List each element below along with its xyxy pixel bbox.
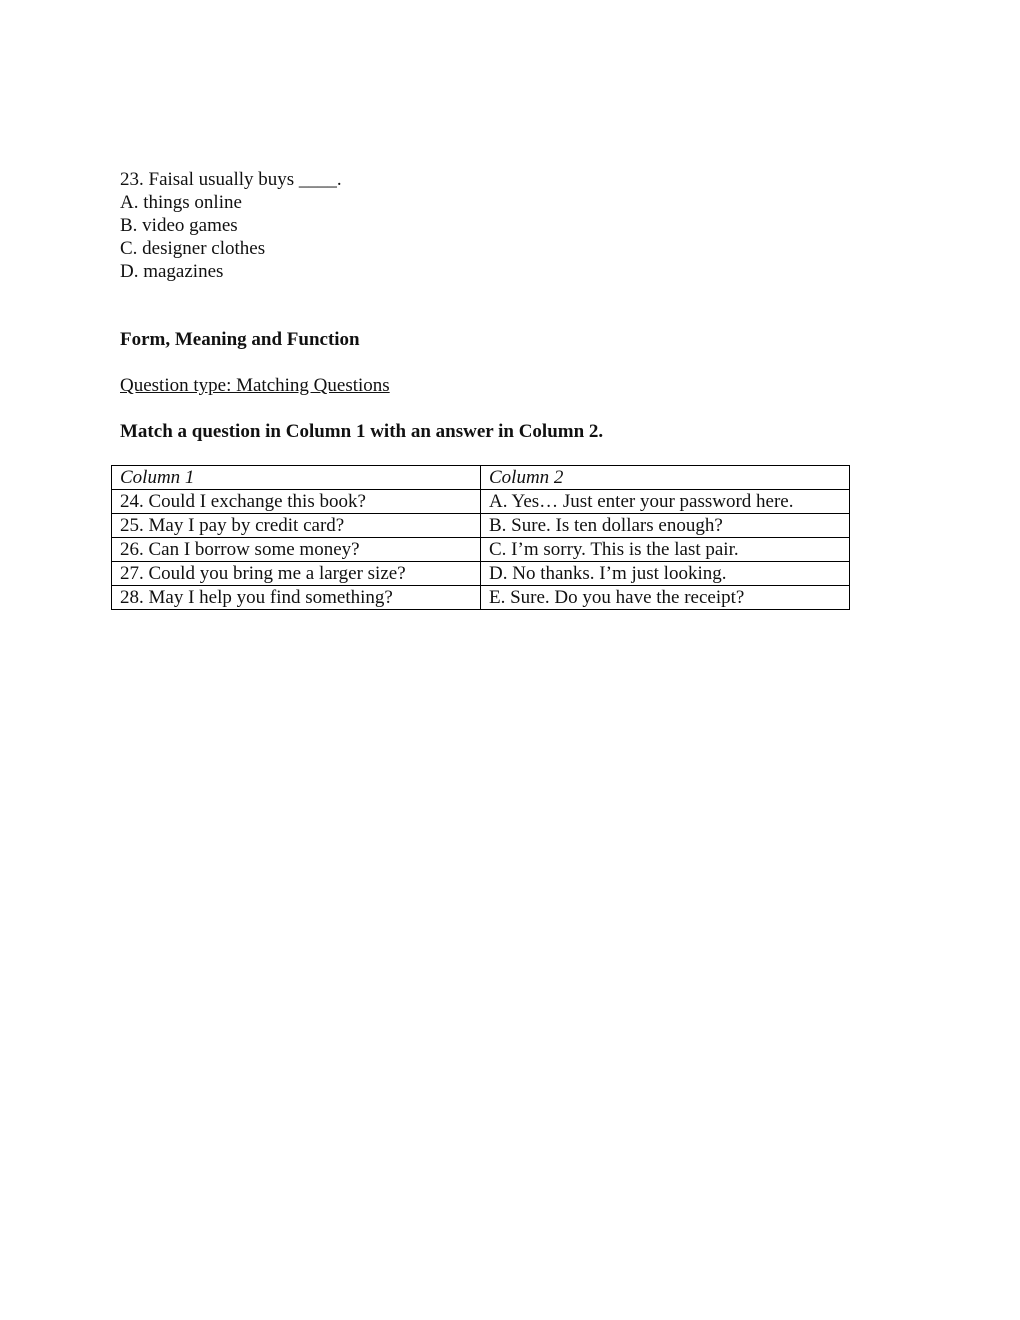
question-23 — [120, 168, 342, 283]
question-cell: 28. May I help you find something? — [112, 586, 481, 610]
table-header-row — [112, 466, 850, 490]
table-row — [112, 514, 850, 538]
matching-instruction: Match a question in Column 1 with an answer in Column 2. — [120, 421, 604, 442]
column-2-header: Column 2 — [481, 466, 850, 490]
table-row — [112, 490, 850, 514]
option-d: D. magazines — [120, 261, 224, 282]
option-c: C. designer clothes — [120, 238, 266, 259]
answer-cell: E. Sure. Do you have the receipt? — [481, 586, 850, 610]
option-b: B. video games — [120, 215, 238, 236]
question-cell: 25. May I pay by credit card? — [112, 514, 481, 538]
option-a: A. things online — [120, 192, 242, 213]
section-title: Form, Meaning and Function — [120, 329, 360, 350]
question-type-label: Question type: Matching Questions — [120, 375, 390, 396]
table-row — [112, 586, 850, 610]
question-cell: 24. Could I exchange this book? — [112, 490, 481, 514]
matching-table — [111, 465, 850, 610]
table-row — [112, 562, 850, 586]
answer-cell: C. I’m sorry. This is the last pair. — [481, 538, 850, 562]
question-cell: 26. Can I borrow some money? — [112, 538, 481, 562]
answer-cell: D. No thanks. I’m just looking. — [481, 562, 850, 586]
answer-cell: B. Sure. Is ten dollars enough? — [481, 514, 850, 538]
table-row — [112, 538, 850, 562]
question-stem: 23. Faisal usually buys ____. — [120, 169, 342, 190]
column-1-header: Column 1 — [112, 466, 481, 490]
question-cell: 27. Could you bring me a larger size? — [112, 562, 481, 586]
answer-cell: A. Yes… Just enter your password here. — [481, 490, 850, 514]
